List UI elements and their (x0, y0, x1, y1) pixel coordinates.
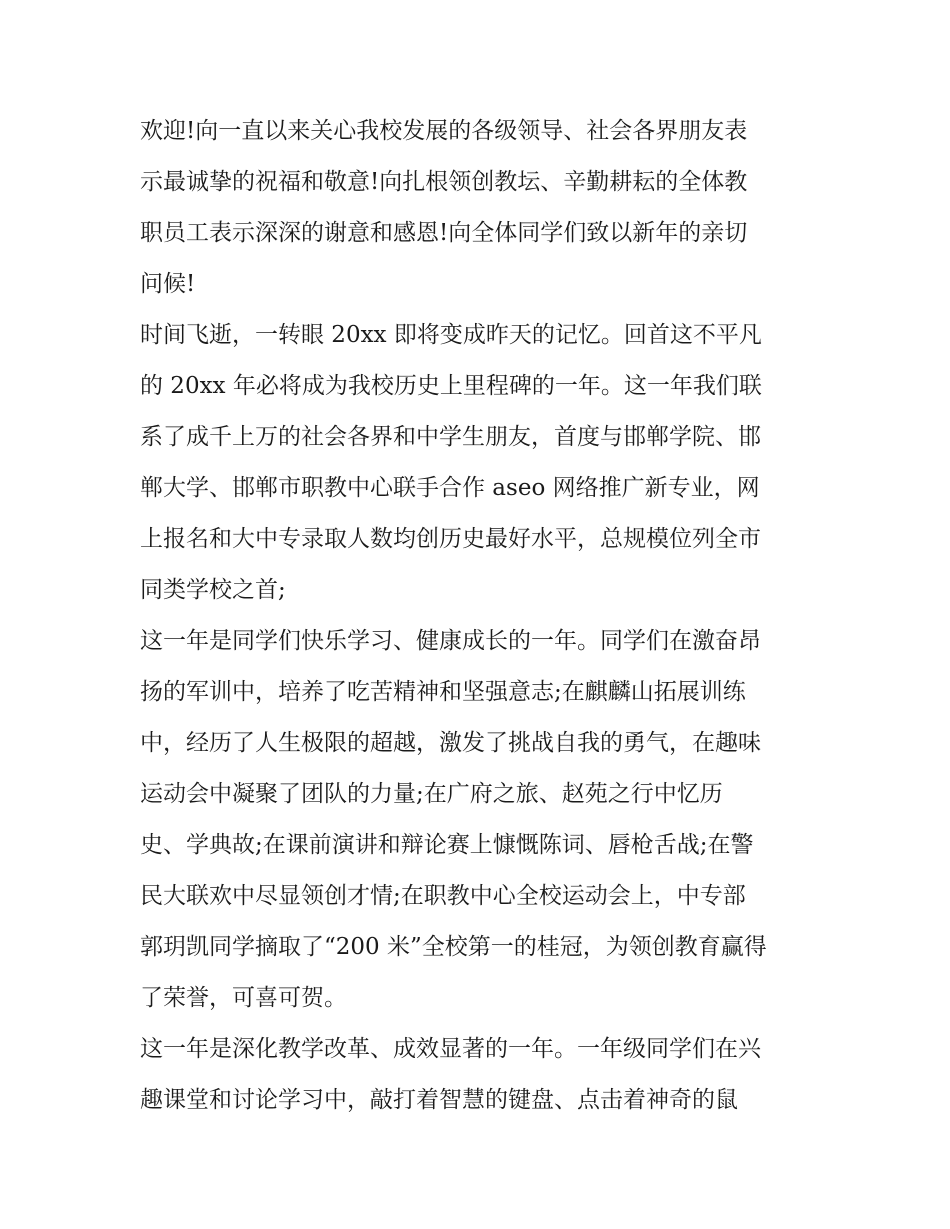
text-line: 这一年是同学们快乐学习、健康成长的一年。同学们在激奋昂 (140, 628, 761, 654)
text-line: 时间飞逝，一转眼 20xx 即将变成昨天的记忆。回首这不平凡 (140, 322, 762, 348)
text-line: 郸大学、邯郸市职教中心联手合作 aseo 网络推广新专业，网 (140, 475, 760, 501)
text-line: 运动会中凝聚了团队的力量;在广府之旅、赵苑之行中忆历 (140, 781, 723, 807)
text-line: 这一年是深化教学改革、成效显著的一年。一年级同学们在兴 (140, 1036, 761, 1062)
text-line: 上报名和大中专录取人数均创历史最好水平，总规模位列全市 (140, 526, 761, 552)
text-line: 了荣誉，可喜可贺。 (140, 985, 347, 1011)
text-line: 趣课堂和讨论学习中，敲打着智慧的键盘、点击着神奇的鼠 (140, 1087, 738, 1113)
text-line: 的 20xx 年必将成为我校历史上里程碑的一年。这一年我们联 (140, 373, 762, 399)
text-line: 同类学校之首; (140, 577, 286, 603)
text-line: 职员工表示深深的谢意和感恩!向全体同学们致以新年的亲切 (140, 220, 748, 246)
text-line: 问候! (140, 271, 196, 297)
text-line: 欢迎!向一直以来关心我校发展的各级领导、社会各界朋友表 (140, 118, 748, 144)
text-line: 扬的军训中，培养了吃苦精神和坚强意志;在麒麟山拓展训练 (140, 679, 746, 705)
text-line: 系了成千上万的社会各界和中学生朋友，首度与邯郸学院、邯 (140, 424, 761, 450)
text-line: 中，经历了人生极限的超越，激发了挑战自我的勇气，在趣味 (140, 730, 761, 756)
text-line: 民大联欢中尽显领创才情;在职教中心全校运动会上，中专部 (140, 883, 746, 909)
text-line: 示最诚挚的祝福和敬意!向扎根领创教坛、辛勤耕耘的全体教 (140, 169, 748, 195)
text-line: 史、学典故;在课前演讲和辩论赛上慷慨陈词、唇枪舌战;在警 (140, 832, 754, 858)
document-body (140, 106, 820, 1126)
text-line: 郭玥凯同学摘取了“200 米”全校第一的桂冠，为领创教育赢得 (140, 934, 767, 960)
